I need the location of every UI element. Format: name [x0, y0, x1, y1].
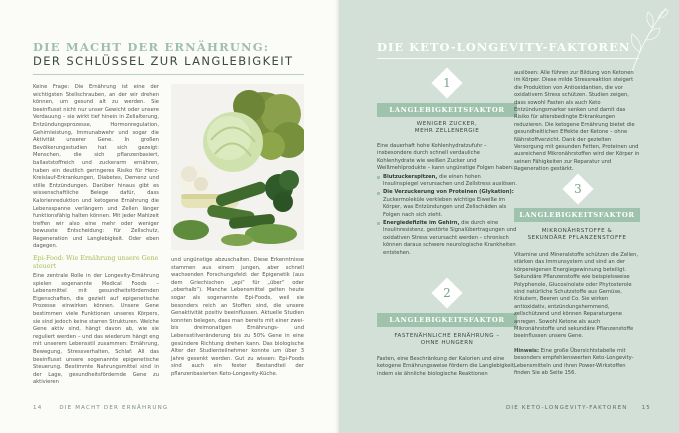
right-footer	[506, 405, 651, 411]
left-page	[0, 0, 339, 433]
factor-1-title-line2: MEHR ZELLENERGIE	[414, 128, 480, 135]
factor-1-body	[377, 143, 517, 258]
title-rule	[33, 74, 304, 75]
left-running-head: DIE MACHT DER ERNÄHRUNG	[59, 405, 169, 411]
factor-2-label: LANGLEBIGKEITSFAKTOR	[377, 313, 517, 327]
chapter-kicker: DIE MACHT DER ERNÄHRUNG:	[33, 40, 270, 54]
factor-3-label: LANGLEBIGKEITSFAKTOR	[514, 208, 640, 222]
factor-1-label: LANGLEBIGKEITSFAKTOR	[377, 103, 517, 117]
factor-1-bullet: Blutzuckerspitzen, die einen hohen Insulinspiegel verursachen und Zellstress auslösen.	[377, 174, 517, 189]
left-footer	[33, 405, 168, 411]
right-page-number: 15	[641, 405, 651, 411]
leaf-sprig-icon	[626, 4, 672, 74]
factor-1-bullet: Energiedefizite im Gehirn, die durch eine Insulinresistenz, gestörte Signalübertragungen und oxidativen Stress verursacht werden – chronisch können daraus schwere neurologische Krankheiten entstehen.	[377, 220, 517, 257]
factor-1-title-line1: WENIGER ZUCKER,	[416, 121, 478, 127]
factor-1-number: 1	[443, 76, 451, 90]
factor-2-number: 2	[443, 286, 451, 300]
factor-2-text: Fasten, eine Beschränkung der Kalorien und eine ketogene Ernährungsweise fördern die Langlebigkeit, indem sie ähnliche biologische Reaktionen	[377, 356, 516, 377]
factor-1-title	[377, 121, 517, 136]
factor-3-title-line1: MIKRONÄHRSTOFFE &	[541, 228, 613, 234]
vegetables-photo	[171, 84, 304, 250]
factor-3-text: Vitamine und Mineralstoffe schützen die Zellen, stärken das Immunsystem und sind an der körpereigenen Energiegewinnung beteiligt. Sekundäre Pflanzenstoffe wie beispielsweise Polyphenole, Glucosinolate oder Phytosterole sind natürliche Schutzstoffe aus Gemüse, Kräutern, Beeren und Co. Sie wirken antioxidativ, entzündungshemmend, zellschützend und können Reparaturgene anregen. Sowohl Ketone als auch Mikronährstoffe und sekundäre Pflanzenstoffe beeinflussen unsere Gene.	[514, 252, 639, 340]
factor-3-number: 3	[574, 182, 582, 196]
factor-1-bullet: Die Verzuckerung von Proteinen (Glykation): Zuckermoleküle verkleben wichtige Eiweiße im Körper, was Entzündungen und Zellschäden als Folgen nach sich zieht.	[377, 189, 517, 219]
vegetables-illustration	[171, 84, 304, 250]
left-page-number: 14	[33, 405, 43, 411]
factor-2-title	[377, 333, 517, 348]
epifood-text-col2: und ungünstige abzuschalten. Diese Erkenntnisse stammen aus einem jungen, aber schnell wachsenden Forschungsfeld: der Epigenetik (aus dem Griechischen „epi“ für „über“ oder „oberhalb“). Manche Lebensmittel gelten heute sogar als sogenannte Epi-Foods, weil sie besonders reich an Stoffen sind, die unsere Genaktivität positiv beeinflussen. Aktuelle Studien konnten belegen, dass man bereits mit einer zwei- bis dreimonatigen Ernährungs- und Lebensstilveränderung bis zu 50% Gene in eine gesündere Richtung drehen kann. Das biologische Alter der Studienteilnehmer konnte um über 3 Jahre gesenkt werden. Gut zu wissen: Epi-Foods sind auch ein fester Bestandteil der pflanzenbasierten Keto-Longevity-Küche.	[171, 257, 304, 377]
factor-3-title	[514, 228, 640, 243]
epifood-subheading: Epi-Food: Wie Ernährung unsere Gene steuert	[33, 254, 159, 270]
intro-text: Keine Frage: Die Ernährung ist eine der wichtigsten Stellschrauben, an der wir drehen können, um gesund alt zu werden. Sie beeinflusst nicht nur unser Gewicht oder unsere Verdauung – sie wirkt tief hinein in Zellalterung, Entzündungsprozesse, Hormonregulation, Gehirnleistung, Immunabwehr und sogar die Aktivität unserer Gene. In großen Bevölkerungsstudien hat sich gezeigt: Menschen, die sich pflanzenbasiert, ballaststoffreich und zuckerarm ernähren, haben ein deutlich geringeres Risiko für Herz-Kreislauf-Erkrankungen, Diabetes, Demenz und stille Entzündungen. Darüber hinaus gibt es wissenschaftliche Belege dafür, dass Kalorienreduktion und ketogene Ernährung die Lebensspanne verlängern und Zellen länger funktionsfähig halten können. Mit jeder Mahlzeit treffen wir also eine mehr oder weniger bewusste Entscheidung: für Zellschutz, Regeneration und Langlebigkeit. Oder eben dagegen.	[33, 84, 159, 250]
factor-2-title-line2: OHNE HUNGERN	[420, 340, 474, 347]
factor-2-continued-text: auslösen: Alle führen zur Bildung von Ketonen im Körper. Diese milde Stressreaktion steigert die Produktion von Antioxidantien, die vor oxidativem Stress schützen. Studien zeigen, dass sowohl Fasten als auch Keto Entzündungsmarker senken und damit das Risiko für altersbedingte Erkrankungen reduzieren. Die ketogene Ernährung bietet die gesundheitlichen Effekte der Ketone – ohne Nährstoffverzicht. Dank der gezielten Versorgung mit gesunden Fetten, Proteinen und ausreichend Mikronährstoffen wird der Körper in seinen Fähigkeiten zur Reparatur und Regeneration gestärkt.	[514, 70, 640, 173]
factor-1-text: Eine dauerhaft hohe Kohlenhydratzufuhr – insbesondere durch schnell verdauliche Kohlenhydrate wie weißen Zucker und Weißmehlprodukte – kann ungünstige Folgen haben:	[377, 143, 514, 172]
right-page-title: DIE KETO-LONGEVITY-FAKTOREN	[377, 40, 631, 54]
epifood-text-col1: Eine zentrale Rolle in der Longevity-Ernährung spielen sogenannte Medical Foods – Lebensmittel mit gesundheitsfördernden Eigenschaften, die gezielt auf epigenetische Prozesse einwirken können. Unsere Gene bestimmen viele Funktionen unseres Körpers, sie sind jedoch keine starren Strukturen. Welche Gene aktiv sind, hängt davon ab, wie sie reguliert werden – und das wiederum hängt eng mit unserem Lebensstil zusammen: Ernährung, Bewegung, Stressverhalten, Schlaf: All das beeinflusst unsere sogenannte epigenetische Steuerung. Bestimmte Nahrungsmittel sind in der Lage, gesundheitsfördernde Gene zu aktivieren	[33, 273, 159, 386]
hint-box	[514, 348, 640, 378]
right-running-head: DIE KETO-LONGEVITY-FAKTOREN	[506, 405, 628, 411]
hint-text: Eine große Übersichtstabelle mit besonders empfehlenswerten Keto-Longevity-Lebensmitteln und ihren Power-Wirkstoffen finden Sie ab Seite 156.	[514, 348, 634, 377]
factor-2-title-line1: FASTENÄHNLICHE ERNÄHRUNG –	[394, 333, 500, 339]
chapter-title: DER SCHLÜSSEL ZUR LANGLEBIGKEIT	[33, 54, 294, 68]
right-title-rule	[377, 58, 639, 59]
factor-3-title-line2: SEKUNDÄRE PFLANZENSTOFFE	[527, 235, 627, 242]
hint-label: Hinweis:	[514, 348, 540, 354]
